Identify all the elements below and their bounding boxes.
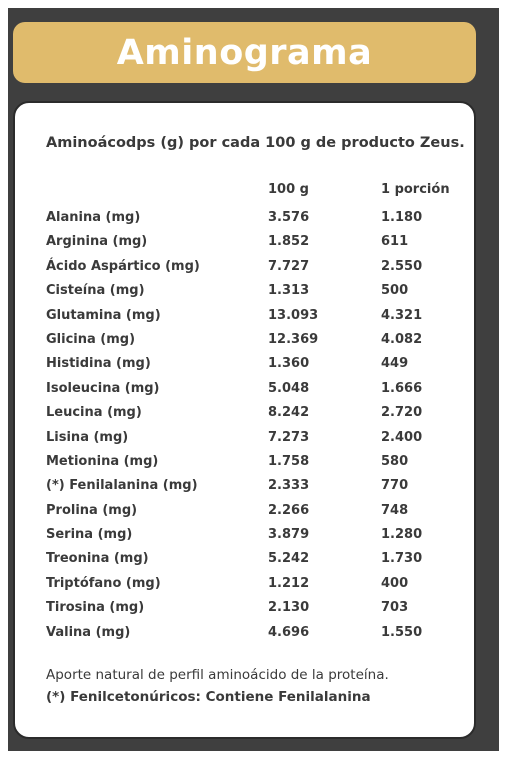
value-portion: 2.550: [381, 258, 423, 274]
value-portion: 1.280: [381, 527, 423, 543]
amino-name: Arginina (mg): [46, 234, 148, 250]
value-100g: 1.313: [268, 283, 310, 299]
amino-name: Alanina (mg): [46, 210, 141, 225]
amino-name: Triptófano (mg): [46, 575, 161, 591]
amino-name: Tirosina (mg): [46, 600, 145, 616]
table-row: [15, 426, 474, 450]
table-row: [15, 547, 474, 571]
footnote-natural: Aporte natural de perfil aminoácido de la proteína.: [46, 667, 389, 683]
column-header-100g: 100 g: [268, 182, 309, 197]
value-portion: 400: [381, 575, 409, 591]
amino-name: Treonina (mg): [46, 551, 149, 567]
amino-table: [15, 206, 474, 645]
value-portion: 4.082: [381, 331, 423, 347]
value-100g: 1.758: [268, 453, 310, 469]
value-portion: 449: [381, 356, 409, 372]
header-banner: [13, 22, 476, 83]
table-row: [15, 596, 474, 620]
amino-name: Leucina (mg): [46, 405, 142, 421]
value-100g: 7.727: [268, 258, 310, 274]
amino-name: Serina (mg): [46, 527, 133, 543]
amino-name: Metionina (mg): [46, 453, 159, 469]
value-portion: 770: [381, 478, 409, 494]
value-100g: 2.266: [268, 502, 310, 518]
value-portion: 4.321: [381, 307, 423, 323]
value-100g: 1.852: [268, 234, 310, 250]
value-100g: 3.879: [268, 527, 310, 543]
value-portion: 611: [381, 234, 409, 250]
value-portion: 1.550: [381, 624, 423, 640]
table-row: [15, 499, 474, 523]
footnote-phenylketonuric: (*) Fenilcetonúricos: Contiene Fenilalanina: [46, 689, 371, 705]
value-100g: 7.273: [268, 429, 310, 445]
table-row: [15, 206, 474, 230]
table-row: [15, 230, 474, 254]
value-100g: 2.333: [268, 478, 310, 494]
table-row: [15, 401, 474, 425]
amino-name: Ácido Aspártico (mg): [46, 258, 200, 274]
card-subtitle: Aminoácodps (g) por cada 100 g de producto Zeus.: [46, 135, 465, 151]
amino-name: (*) Fenilalanina (mg): [46, 478, 198, 494]
amino-name: Lisina (mg): [46, 429, 129, 445]
value-portion: 748: [381, 502, 409, 518]
table-row: [15, 474, 474, 498]
value-100g: 8.242: [268, 405, 310, 421]
value-portion: 703: [381, 600, 409, 616]
value-100g: 5.048: [268, 380, 310, 396]
value-100g: 12.369: [268, 331, 319, 347]
table-row: [15, 523, 474, 547]
table-row: [15, 255, 474, 279]
table-row: [15, 572, 474, 596]
table-row: [15, 279, 474, 303]
value-100g: 13.093: [268, 307, 319, 323]
value-portion: 2.720: [381, 405, 423, 421]
page-title: Aminograma: [116, 32, 373, 73]
table-row: [15, 304, 474, 328]
table-row: [15, 328, 474, 352]
value-portion: 1.730: [381, 551, 423, 567]
value-100g: 2.130: [268, 600, 310, 616]
table-row: [15, 450, 474, 474]
column-header-portion: 1 porción: [381, 182, 450, 197]
amino-name: Prolina (mg): [46, 502, 138, 518]
aminogram-card: [13, 101, 476, 739]
amino-name: Histidina (mg): [46, 356, 151, 372]
value-portion: 1.180: [381, 210, 423, 225]
value-portion: 500: [381, 283, 409, 299]
value-100g: 3.576: [268, 210, 310, 225]
value-100g: 1.360: [268, 356, 310, 372]
value-100g: 1.212: [268, 575, 310, 591]
value-portion: 2.400: [381, 429, 423, 445]
amino-name: Glutamina (mg): [46, 307, 161, 323]
table-row: [15, 352, 474, 376]
amino-name: Glicina (mg): [46, 331, 136, 347]
amino-name: Cisteína (mg): [46, 283, 145, 299]
table-row: [15, 377, 474, 401]
table-row: [15, 621, 474, 645]
value-portion: 580: [381, 453, 409, 469]
value-100g: 4.696: [268, 624, 310, 640]
amino-name: Valina (mg): [46, 624, 131, 640]
value-100g: 5.242: [268, 551, 310, 567]
value-portion: 1.666: [381, 380, 423, 396]
amino-name: Isoleucina (mg): [46, 380, 160, 396]
